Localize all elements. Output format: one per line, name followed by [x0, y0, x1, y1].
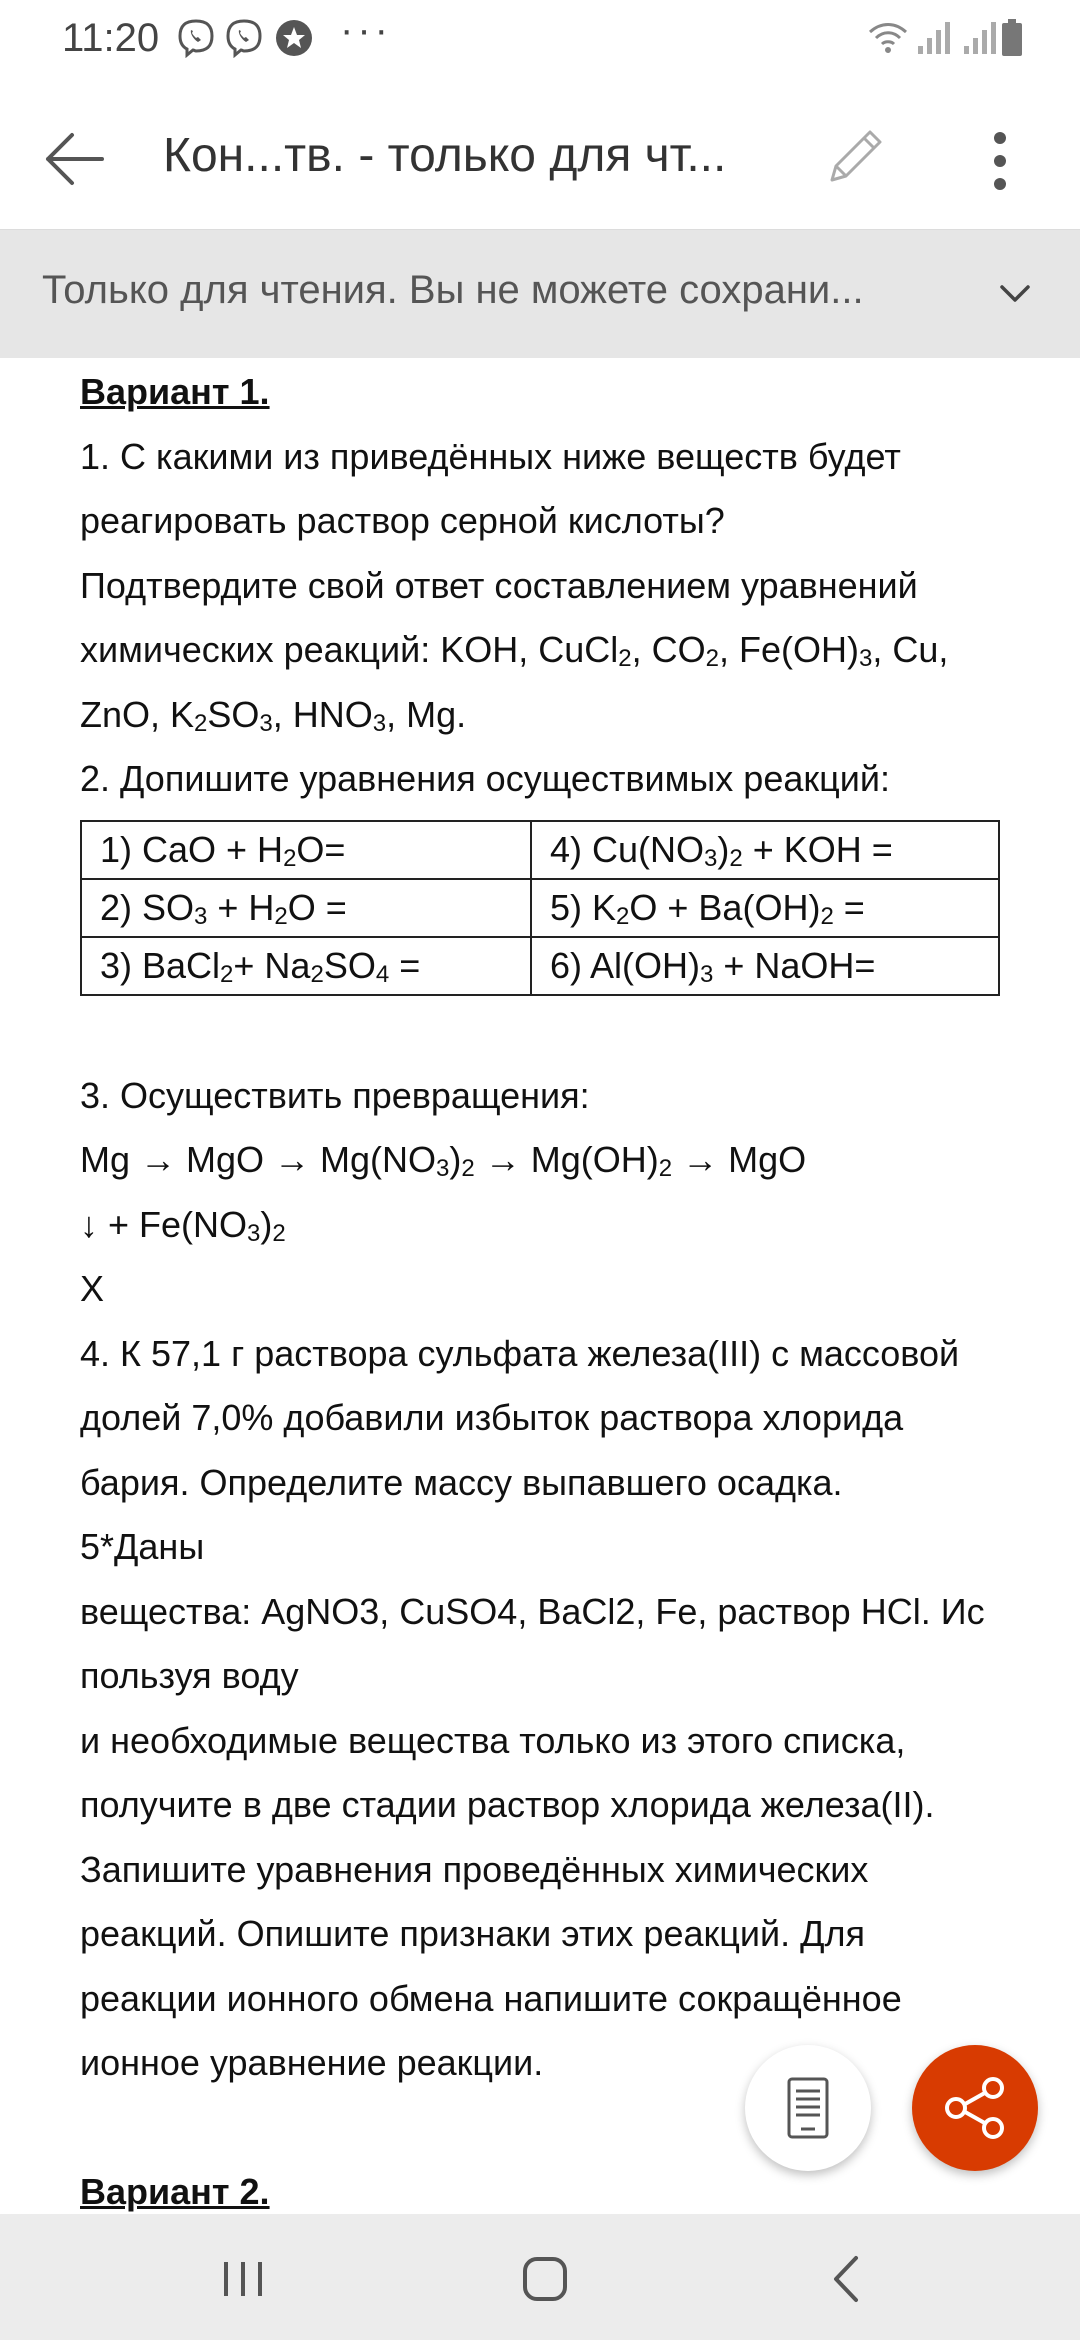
reaction-cell: 6) $Al(OH)_3$ + NaOH=	[531, 937, 999, 995]
question-5-line: реакции ионного обмена напишите сокращённое	[80, 1977, 902, 2019]
system-nav-bar	[0, 2214, 1080, 2340]
reaction-cell: 5) $K_2O + Ba(OH)_2$ =	[531, 879, 999, 937]
question-5-line: вещества: AgNO3, CuSO4, BaCl2, Fe, раствор HCl. Ис	[80, 1590, 985, 1632]
app-bar	[0, 84, 1080, 230]
star-icon	[274, 18, 314, 58]
status-bar	[0, 0, 1080, 84]
spacer	[80, 1000, 1020, 1064]
viber-icon	[224, 18, 264, 58]
back-icon[interactable]	[812, 2244, 882, 2314]
status-time: 11:20	[62, 16, 160, 60]
question-3-text: 3. Осуществить превращения:	[80, 1074, 590, 1116]
reaction-cell: 4) $Cu(NO_3)_2$ + KOH =	[531, 821, 999, 879]
question-1-line: ZnO, $K_2SO_3$, $HNO_3$, Mg.	[80, 693, 467, 737]
question-1-line: 1. С какими из приведённых ниже веществ будет	[80, 435, 901, 477]
question-4-line: 4. К 57,1 г раствора сульфата железа(III) с массовой	[80, 1332, 960, 1374]
question-5-line: ионное уравнение реакции.	[80, 2042, 544, 2083]
table-row	[81, 937, 999, 995]
reaction-cell: 3) BaCl$_2$+ $Na_2SO_4$ =	[81, 937, 531, 995]
variant-2-heading: Вариант 2.	[80, 2170, 270, 2212]
reaction-cell: 1) CaO + $H_2O=$	[81, 821, 531, 879]
mobile-view-button[interactable]	[745, 2045, 871, 2171]
question-4-line: бария. Определите массу выпавшего осадка.	[80, 1461, 843, 1503]
battery-icon	[1000, 18, 1024, 58]
question-3-chain: Mg → MgO → $Mg(NO_3)_2 \to Mg(OH)_2$ → MgO	[80, 1139, 807, 1182]
reaction-cell: 2) $SO_3 + H_2O$ =	[81, 879, 531, 937]
question-3-x: X	[80, 1268, 105, 1309]
share-button[interactable]	[912, 2045, 1038, 2171]
status-more: ···	[340, 8, 392, 52]
table-row	[81, 879, 999, 937]
more-vert-icon[interactable]	[975, 126, 1025, 196]
reactions-table	[80, 820, 1000, 996]
question-5-line: пользуя воду	[80, 1655, 299, 1696]
signal-icon	[960, 18, 1000, 58]
question-5-line: и необходимые вещества только из этого списка,	[80, 1719, 906, 1761]
table-row	[81, 821, 999, 879]
question-1-line: реагировать раствор серной кислоты?	[80, 500, 725, 541]
recents-icon[interactable]	[208, 2244, 278, 2314]
question-5-line: получите в две стадии раствор хлорида железа(II).	[80, 1784, 935, 1825]
question-3-branch: ↓ + $Fe(NO_3)_2$	[80, 1203, 286, 1247]
question-4-line: долей 7,0% добавили избыток раствора хлорида	[80, 1397, 904, 1438]
question-2-text: 2. Допишите уравнения осуществимых реакций:	[80, 758, 890, 799]
read-only-banner[interactable]	[0, 230, 1080, 358]
question-5-line: 5*Даны	[80, 1526, 205, 1567]
question-5-line: реакций. Опишите признаки этих реакций. Для	[80, 1913, 865, 1954]
document-content	[80, 360, 1020, 2224]
question-1-line: Подтвердите свой ответ составлением уравнений	[80, 564, 918, 606]
variant-1-heading: Вариант 1.	[80, 371, 270, 412]
banner-text: Только для чтения. Вы не можете сохрани...	[42, 268, 864, 312]
spacer	[80, 2096, 1020, 2160]
viber-icon	[176, 18, 216, 58]
question-5-line: Запишите уравнения проведённых химических	[80, 1848, 869, 1890]
signal-icon	[914, 18, 954, 58]
document-title: Кон...тв. - только для чт...	[163, 129, 727, 182]
wifi-icon	[866, 18, 910, 58]
back-arrow-icon[interactable]	[40, 124, 110, 194]
home-icon[interactable]	[510, 2244, 580, 2314]
chevron-down-icon[interactable]	[990, 268, 1040, 318]
share-icon	[912, 2045, 1038, 2171]
question-1-line: химических реакций: KOH, CuCl$_2$, $CO_2$, $Fe(OH)_3$, Cu,	[80, 629, 949, 672]
pencil-icon[interactable]	[820, 122, 890, 192]
mobile-view-icon	[745, 2045, 871, 2171]
